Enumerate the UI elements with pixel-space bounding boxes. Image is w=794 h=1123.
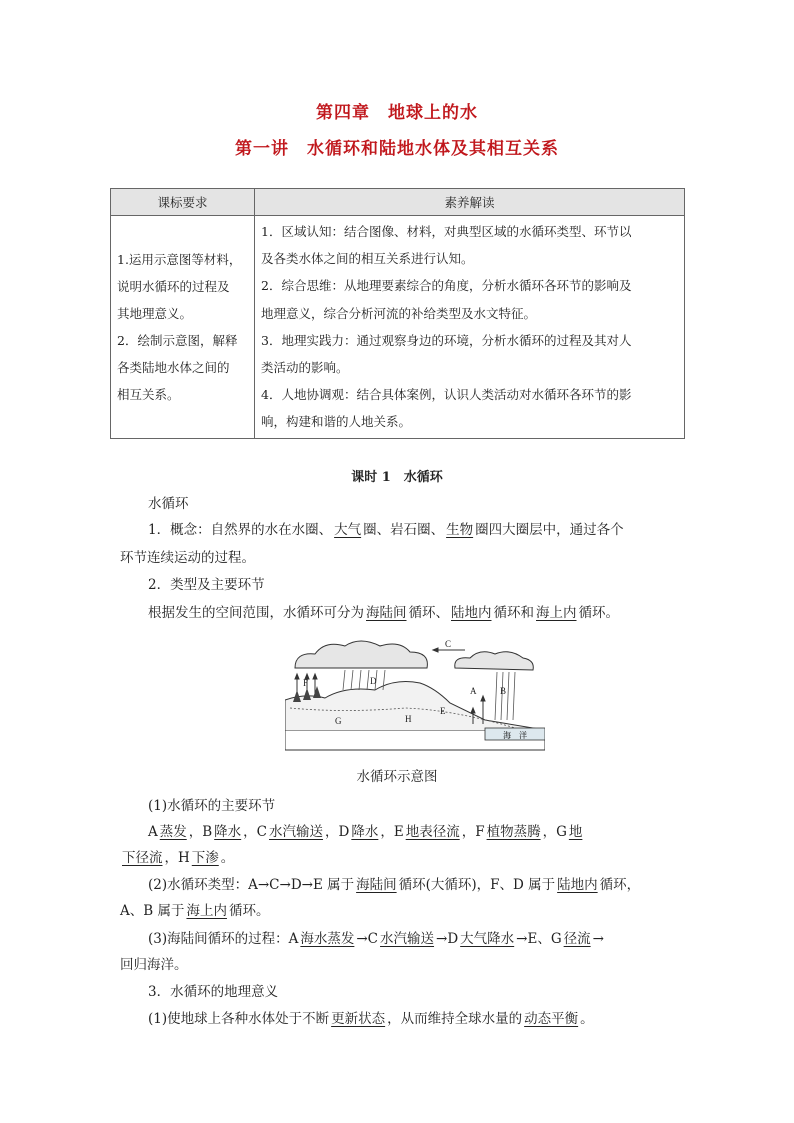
literacy-line: 4．人地协调观：结合具体案例，认识人类活动对水循环各环节的影 [261, 387, 632, 403]
significance-heading: 3．水循环的地理意义 [148, 984, 279, 1000]
blank-answer: 降水 [214, 824, 242, 840]
table-header-standards: 课标要求 [111, 189, 255, 216]
blank-answer: 蒸发 [159, 824, 187, 840]
q2-line-2: A、B 属于 海上内 循环。 [120, 903, 270, 919]
literacy-line: 1．区域认知：结合图像、材料，对典型区域的水循环类型、环节以 [261, 224, 632, 239]
label-d: D [370, 676, 377, 686]
label-f: F [303, 678, 309, 688]
q2-line-1: (2)水循环类型：A→C→D→E 属于 海陆间 循环(大循环)，F、D 属于 陆地内 循环， [148, 877, 641, 893]
blank-answer: 海水蒸发 [300, 931, 355, 947]
land-rain [343, 670, 385, 690]
lecture-title: 第一讲 水循环和陆地水体及其相互关系 [235, 139, 559, 159]
literacy-line: 类活动的影响。 [261, 360, 349, 376]
blank-answer: 陆地内 [451, 605, 492, 621]
blank-answer: 海上内 [186, 903, 227, 919]
blank-answer: 陆地内 [557, 877, 598, 893]
label-a: A [470, 686, 477, 696]
blank-answer: 海陆间 [356, 877, 397, 893]
blank-answer: 地 [568, 824, 583, 840]
blank-answer: 海上内 [536, 605, 577, 621]
water-cycle-diagram [285, 638, 545, 753]
label-e: E [440, 706, 446, 716]
literacy-line: 3．地理实践力：通过观察身边的环境，分析水循环的过程及其对人 [261, 332, 632, 348]
blank-answer: 下径流 [122, 850, 163, 866]
blank-answer: 径流 [563, 931, 591, 947]
standards-line: 说明水循环的过程及 [117, 278, 230, 294]
table-header-literacy: 素养解读 [255, 189, 685, 216]
standards-line: 其地理意义。 [117, 305, 193, 321]
literacy-line: 及各类水体之间的相互关系进行认知。 [261, 251, 474, 267]
blank-answer: 更新状态 [331, 1011, 386, 1027]
standards-line: 1.运用示意图等材料， [117, 251, 242, 267]
requirements-table [110, 188, 685, 439]
q4-line: (1)使地球上各种水体处于不断 更新状态 ，从而维持全球水量的 动态平衡 。 [148, 1011, 594, 1027]
chapter-title: 第四章 地球上的水 [316, 103, 478, 123]
land-cloud [295, 641, 427, 668]
diagram-caption: 水循环示意图 [356, 769, 438, 785]
blank-answer: 动态平衡 [524, 1011, 579, 1027]
blank-answer: 海陆间 [366, 605, 407, 621]
concept-line-1: 1．概念：自然界的水在水圈、 大气 圈、岩石圈、 生物 圈四大圈层中，通过各个 [148, 522, 624, 538]
lesson-title: 课时 1 水循环 [351, 470, 443, 485]
types-line: 根据发生的空间范围，水循环可分为 海陆间 循环、 陆地内 循环和 海上内 循环。 [148, 605, 619, 621]
literacy-line: 2．综合思维：从地理要素综合的角度，分析水循环各环节的影响及 [261, 278, 632, 294]
blank-answer: 大气降水 [460, 931, 515, 947]
standards-line: 各类陆地水体之间的 [117, 359, 230, 375]
blank-answer: 降水 [351, 824, 379, 840]
label-b: B [500, 686, 507, 696]
label-h: H [405, 714, 412, 724]
blank-answer: 大气 [334, 522, 362, 538]
q1-line-2: 下径流 ，H 下渗 。 [122, 850, 235, 866]
q3-line-2: 回归海洋。 [120, 957, 188, 973]
standards-cell [111, 216, 255, 439]
sea-rain [495, 672, 515, 720]
label-c: C [445, 639, 452, 649]
blank-answer: 水汽输送 [380, 931, 435, 947]
blank-answer: 植物蒸腾 [486, 824, 541, 840]
sea-cloud [455, 652, 533, 670]
section-heading: 水循环 [148, 496, 189, 512]
blank-answer: 水汽输送 [269, 824, 324, 840]
standards-line: 相互关系。 [117, 386, 180, 402]
types-heading: 2．类型及主要环节 [148, 577, 265, 593]
literacy-cell [255, 216, 685, 439]
blank-answer: 地表径流 [405, 824, 460, 840]
q1-heading: (1)水循环的主要环节 [148, 798, 276, 814]
concept-line-2: 环节连续运动的过程。 [120, 550, 255, 566]
label-g: G [335, 716, 342, 726]
blank-answer: 下渗 [191, 850, 219, 866]
literacy-line: 响，构建和谐的人地关系。 [261, 414, 412, 430]
blank-answer: 生物 [446, 522, 474, 538]
q1-line-1: A 蒸发 ，B 降水 ，C 水汽输送 ，D 降水 ，E 地表径流 ，F 植物蒸腾 ，G 地 [148, 824, 583, 840]
standards-line: 2．绘制示意图，解释 [117, 332, 238, 348]
q3-line-1: (3)海陆间循环的过程：A 海水蒸发 →C 水汽输送 →D 大气降水 →E、G 径流 → [148, 931, 604, 947]
sea-label: 海 洋 [503, 731, 527, 740]
literacy-line: 地理意义，综合分析河流的补给类型及水文特征。 [261, 305, 537, 321]
